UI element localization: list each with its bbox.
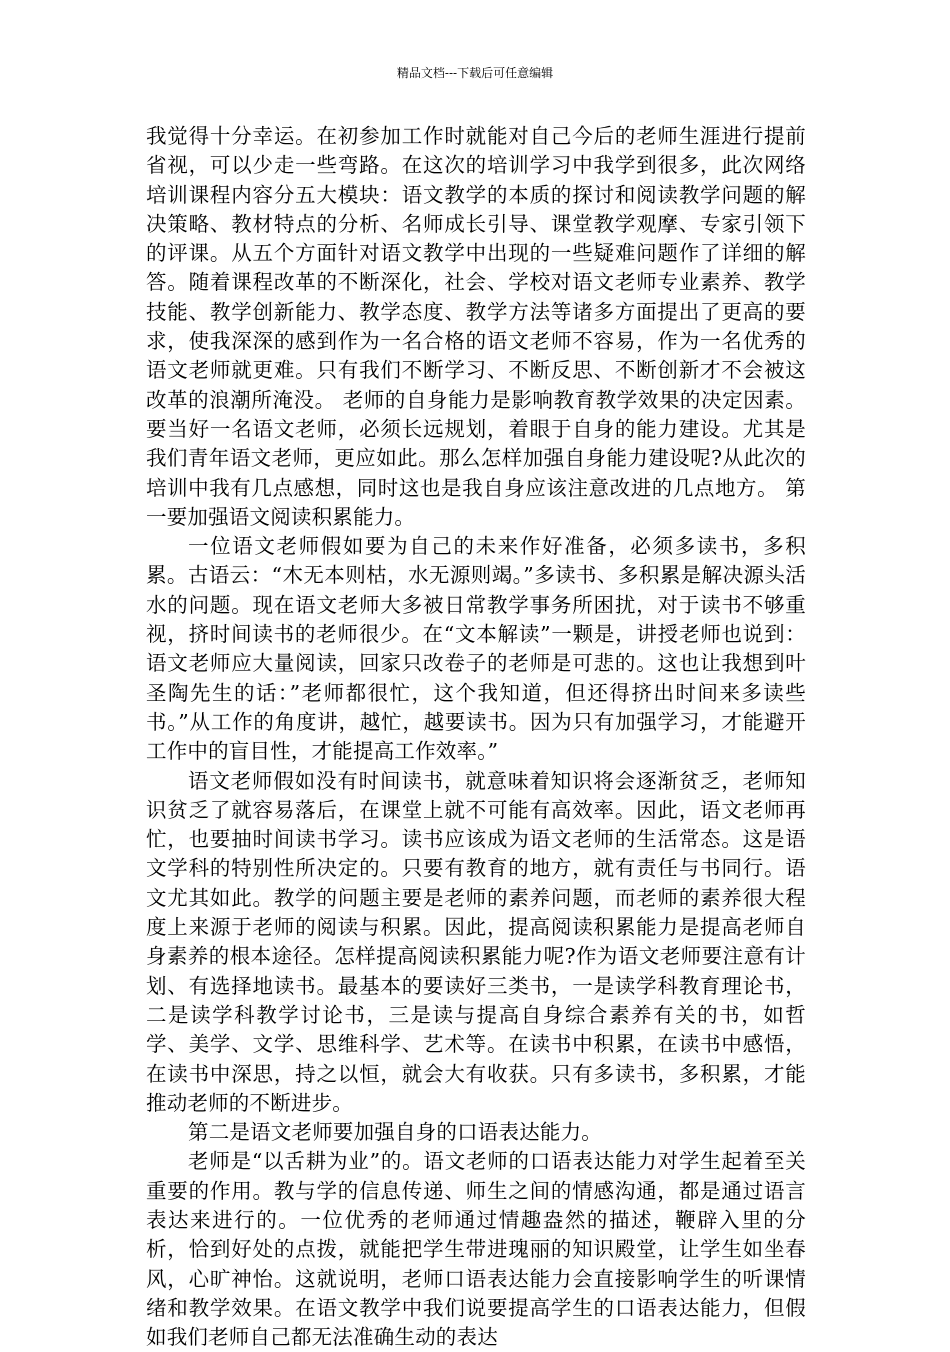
page-header: 精品文档---下载后可任意编辑 bbox=[396, 66, 554, 80]
paragraph-2: 一位语文老师假如要为自己的未来作好准备，必须多读书，多积累。古语云：“木无本则枯，水无源则竭。”多读书、多积累是解决源头活水的问题。现在语文老师大多被日常教学事务所困扰，对于读书不够重视，挤时间读书的老师很少。在“文本解读”一颗是，讲授老师也说到：语文老师应大量阅读，回家只改卷子的老师是可悲的。这也让我想到叶圣陶先生的话：”老师都很忙，这个我知道，但还得挤出时间来多读些书。”从工作的角度讲，越忙，越要读书。因为只有加强学习，才能避开工作中的盲目性，才能提高工作效率。” bbox=[146, 534, 806, 764]
paragraph-1: 我觉得十分幸运。在初参加工作时就能对自己今后的老师生涯进行提前省视，可以少走一些弯路。在这次的培训学习中我学到很多，此次网络培训课程内容分五大模块：语文教学的本质的探讨和阅读教学问题的解决策略、教材特点的分析、名师成长引导、课堂教学观摩、专家引领下的评课。从五个方面针对语文教学中出现的一些疑难问题作了详细的解答。随着课程改革的不断深化，社会、学校对语文老师专业素养、教学技能、教学创新能力、教学态度、教学方法等诸多方面提出了更高的要求，使我深深的感到作为一名合格的语文老师不容易，作为一名优秀的语文老师就更难。只有我们不断学习、不断反思、不断创新才不会被这改革的浪潮所淹没。 老师的自身能力是影响教育教学效果的决定因素。要当好一名语文老师，必须长远规划，着眼于自身的能力建设。尤其是我们青年语文老师，更应如此。那么怎样加强自身能力建设呢?从此次的培训中我有几点感想，同时这也是我自身应该注意改进的几点地方。 第一要加强语文阅读积累能力。 bbox=[146, 124, 806, 529]
paragraph-5: 老师是“以舌耕为业”的。语文老师的口语表达能力对学生起着至关重要的作用。教与学的信息传递、师生之间的情感沟通，都是通过语言表达来进行的。一位优秀的老师通过情趣盎然的描述，鞭辟入里的分析，恰到好处的点拨，就能把学生带进瑰丽的知识殿堂，让学生如坐春风，心旷神怡。这就说明，老师口语表达能力会直接影响学生的听课情绪和教学效果。在语文教学中我们说要提高学生的口语表达能力，但假如我们老师自己都无法准确生动的表达 bbox=[146, 1149, 806, 1350]
paragraph-4: 第二是语文老师要加强自身的口语表达能力。 bbox=[188, 1120, 602, 1145]
paragraph-3: 语文老师假如没有时间读书，就意味着知识将会逐渐贫乏，老师知识贫乏了就容易落后，在课堂上就不可能有高效率。因此，语文老师再忙，也要抽时间读书学习。读书应该成为语文老师的生活常态。这是语文学科的特别性所决定的。只要有教育的地方，就有责任与书同行。语文尤其如此。教学的问题主要是老师的素养问题，而老师的素养很大程度上来源于老师的阅读与积累。因此，提高阅读积累能力是提高老师自身素养的根本途径。怎样提高阅读积累能力呢?作为语文老师要注意有计划、有选择地读书。最基本的要读好三类书，一是读学科教育理论书，二是读学科教学讨论书，三是读与提高自身综合素养有关的书，如哲学、美学、文学、思维科学、艺术等。在读书中积累，在读书中感悟，在读书中深思，持之以恒，就会大有收获。只有多读书，多积累，才能推动老师的不断进步。 bbox=[146, 768, 806, 1115]
document-body bbox=[146, 122, 806, 1352]
